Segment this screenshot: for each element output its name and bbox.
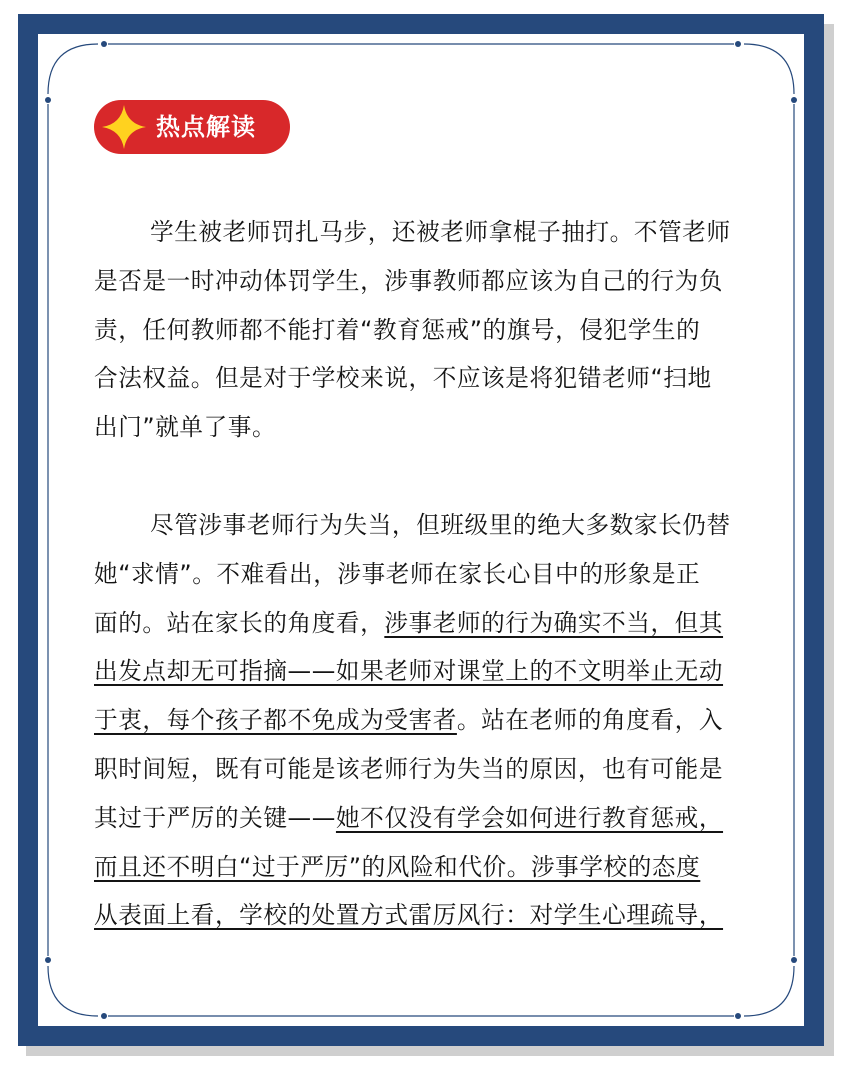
text-line [94,599,754,648]
text-line: 学生被老师罚扎马步，还被老师拿棍子抽打。不管老师 [150,218,731,246]
paragraph-2 [94,501,754,940]
underlined-text: 涉事老师的行为确实不当，但其 [384,608,724,637]
text-line [94,794,754,843]
underlined-text-line: 出发点却无可指摘——如果老师对课堂上的不文明举止无动 [94,657,724,686]
text-line: 是否是一时冲动体罚学生，涉事教师都应该为自己的行为负 [94,266,724,295]
text-line: 责，任何教师都不能打着“教育惩戒”的旗号，侵犯学生的 [94,315,701,344]
section-badge [94,100,290,154]
underlined-text: 于衷，每个孩子都不免成为受害者 [94,706,457,735]
underlined-text-line: 而且还不明白“过于严厉”的风险和代价。涉事学校的态度 [94,852,701,881]
text-line: 合法权益。但是对于学校来说，不应该是将犯错老师“扫地 [94,364,712,393]
text-segment: 。站在老师的角度看，入 [456,706,724,735]
underlined-text-line: 从表面上看，学校的处置方式雷厉风行：对学生心理疏导， [94,901,724,930]
text-line: 出门”就单了事。 [94,413,277,442]
sparkle-star-icon [100,103,148,151]
section-title: 热点解读 [156,113,256,141]
text-line: 职时间短，既有可能是该老师行为失当的原因，也有可能是 [94,754,724,783]
text-segment: 其过于严厉的关键—— [94,803,336,832]
text-line [94,696,754,745]
text-line: 她“求情”。不难看出，涉事老师在家长心目中的形象是正 [94,559,701,588]
text-segment: 面的。站在家长的角度看， [94,608,385,637]
paragraph-1 [94,208,754,452]
text-line: 尽管涉事老师行为失当，但班级里的绝大多数家长仍替 [150,511,731,539]
underlined-text: 她不仅没有学会如何进行教育惩戒， [335,803,724,832]
